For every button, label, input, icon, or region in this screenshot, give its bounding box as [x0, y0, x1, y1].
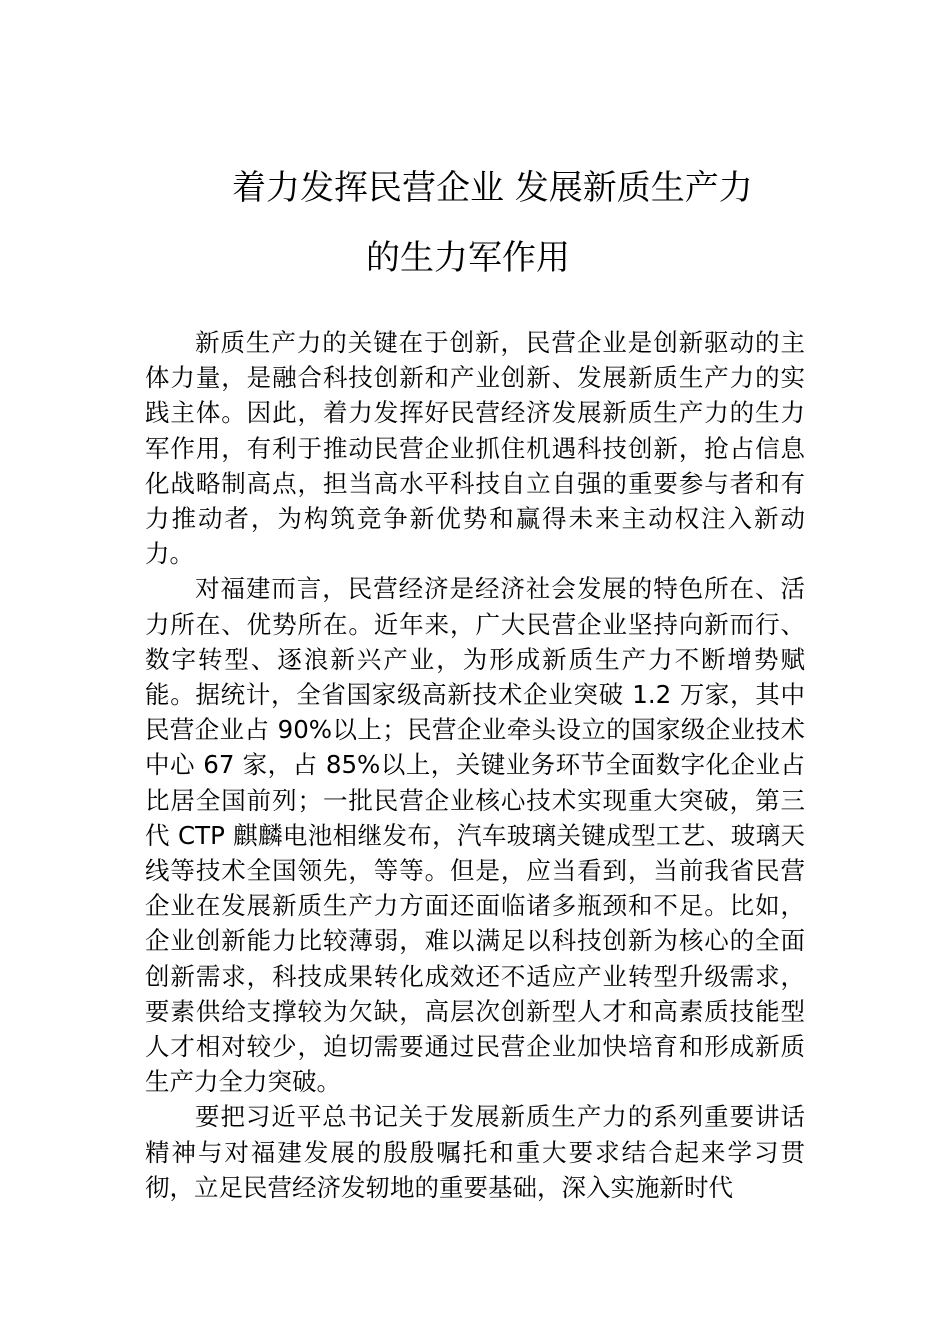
paragraph-2: 对福建而言，民营经济是经济社会发展的特色所在、活力所在、优势所在。近年来，广大民营企业坚持向新而行、数字转型、逐浪新兴产业，为形成新质生产力不断增势赋能。据统计，全省国家级高新技术企业突破 1.2 万家，其中民营企业占 90%以上；民营企业牵头设立的国家级企业技术中心 67 家，占 85%以上，关键业务环节全面数字化企业占比居全国前列；一批民营企业核心技术实现重大突破，第三代 CTP 麒麟电池相继发布，汽车玻璃关键成型工艺、玻璃天线等技术全国领先，等等。但是，应当看到，当前我省民营企业在发展新质生产力方面还面临诸多瓶颈和不足。比如，企业创新能力比较薄弱，难以满足以科技创新为核心的全面创新需求，科技成果转化成效还不适应产业转型升级需求，要素供给支撑较为欠缺，高层次创新型人才和高素质技能型人才相对较少，迫切需要通过民营企业加快培育和形成新质生产力全力突破。	[145, 574, 805, 1097]
paragraph-3: 要把习近平总书记关于发展新质生产力的系列重要讲话精神与对福建发展的殷殷嘱托和重大要求结合起来学习贯彻，立足民营经济发轫地的重要基础，深入实施新时代	[145, 1102, 805, 1202]
paragraph-1: 新质生产力的关键在于创新，民营企业是创新驱动的主体力量，是融合科技创新和产业创新、发展新质生产力的实践主体。因此，着力发挥好民营经济发展新质生产力的生力军作用，有利于推动民营企业抓住机遇科技创新，抢占信息化战略制高点，担当高水平科技自立自强的重要参与者和有力推动者，为构筑竞争新优势和赢得未来主动权注入新动力。	[145, 328, 805, 569]
document-title-line-1: 着力发挥民营企业 发展新质生产力	[232, 168, 753, 208]
document-body	[145, 325, 805, 1205]
document-title-line-2: 的生力军作用	[366, 238, 570, 278]
